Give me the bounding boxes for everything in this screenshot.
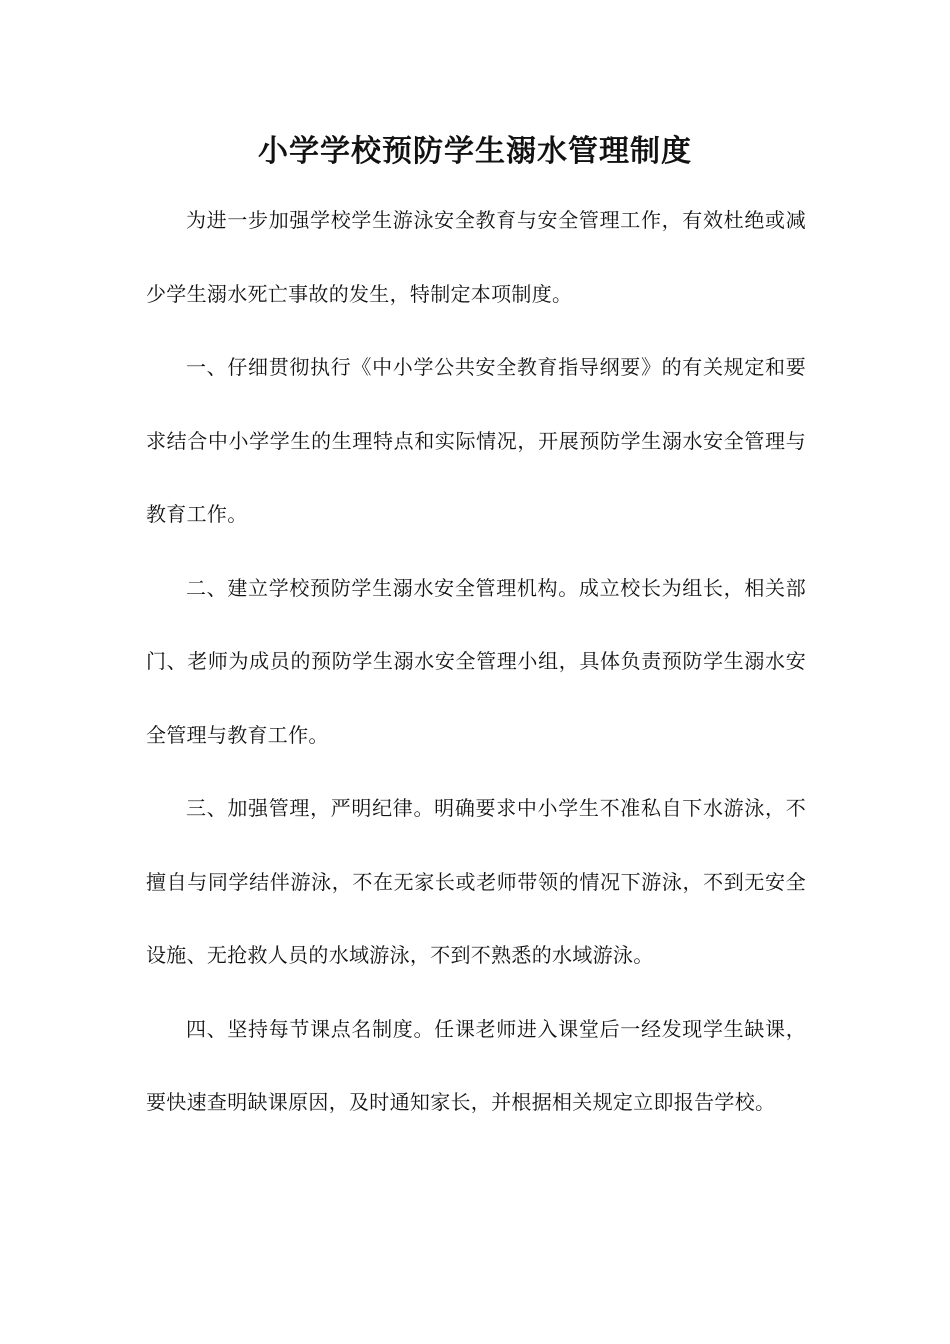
paragraph-item-3: 三、加强管理，严明纪律。明确要求中小学生不准私自下水游泳，不擅自与同学结伴游泳，不在无家长或老师带领的情况下游泳，不到无安全设施、无抢救人员的水域游泳，不到不熟悉的水域游泳。 [146,796,806,967]
paragraph-item-2: 二、建立学校预防学生溺水安全管理机构。成立校长为组长，相关部门、老师为成员的预防学生溺水安全管理小组，具体负责预防学生溺水安全管理与教育工作。 [146,575,806,747]
paragraph-intro: 为进一步加强学校学生游泳安全教育与安全管理工作，有效杜绝或减少学生溺水死亡事故的发生，特制定本项制度。 [146,208,806,306]
document-title: 小学学校预防学生溺水管理制度 [258,134,692,169]
paragraph-item-4: 四、坚持每节课点名制度。任课老师进入课堂后一经发现学生缺课，要快速查明缺课原因，及时通知家长，并根据相关规定立即报告学校。 [146,1016,806,1114]
document-body [146,184,806,1140]
paragraph-item-1: 一、仔细贯彻执行《中小学公共安全教育指导纲要》的有关规定和要求结合中小学学生的生理特点和实际情况，开展预防学生溺水安全管理与教育工作。 [146,355,806,526]
